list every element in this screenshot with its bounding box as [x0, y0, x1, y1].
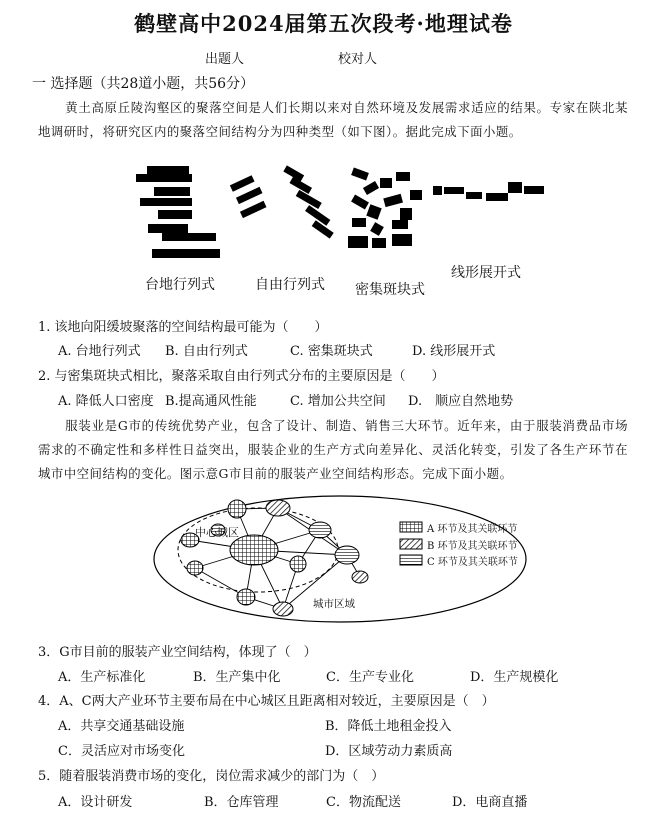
q5-option-d[interactable]: D．电商直播: [452, 795, 528, 810]
settlement-patterns-figure: [130, 160, 550, 265]
q2-option-a[interactable]: A. 降低人口密度: [58, 394, 154, 409]
caption-dense-patch: 密集斑块式: [355, 282, 425, 298]
q2-option-b[interactable]: B.提高通风性能: [165, 394, 257, 409]
legend-b: B 环节及其关联环节: [427, 541, 518, 552]
caption-free-row: 自由行列式: [255, 277, 325, 293]
question-4-stem: 4．A、C两大产业环节主要布局在中心城区且距离相对较近，主要原因是（ ）: [38, 694, 495, 709]
q3-option-b[interactable]: B．生产集中化: [193, 670, 281, 685]
q3-option-d[interactable]: D．生产规模化: [470, 670, 559, 685]
question-1-stem: 1. 该地向阳缓坡聚落的空间结构最可能为（ ）: [38, 320, 328, 335]
question-5-stem: 5．随着服装消费市场的变化，岗位需求减少的部门为（ ）: [38, 769, 385, 784]
author-label: 出题人: [205, 52, 245, 67]
q1-option-d[interactable]: D. 线形展开式: [412, 344, 496, 359]
reviewer-label: 校对人: [338, 52, 378, 67]
q4-option-c[interactable]: C．灵活应对市场变化: [58, 744, 185, 759]
q1-option-a[interactable]: A. 台地行列式: [58, 344, 141, 359]
question-3-stem: 3．G市目前的服装产业空间结构，体现了（ ）: [38, 645, 317, 660]
q1-option-c[interactable]: C. 密集斑块式: [290, 344, 373, 359]
caption-linear: 线形展开式: [451, 265, 521, 281]
legend-c: C 环节及其关联环节: [427, 557, 518, 568]
q4-option-d[interactable]: D．区域劳动力素质高: [325, 744, 453, 759]
caption-terrace: 台地行列式: [145, 277, 215, 293]
page-title: 鹤壁高中2024届第五次段考·地理试卷: [134, 11, 513, 36]
inner-city-label: 中心城区: [195, 526, 239, 539]
q5-option-c[interactable]: C．物流配送: [326, 795, 401, 810]
q5-option-b[interactable]: B．仓库管理: [204, 795, 279, 810]
q4-option-b[interactable]: B．降低土地租金投入: [325, 719, 452, 734]
q3-option-a[interactable]: A．生产标准化: [58, 670, 146, 685]
q4-option-a[interactable]: A．共享交通基础设施: [58, 719, 185, 734]
legend-a: A 环节及其关联环节: [427, 524, 518, 535]
passage-2: 服装业是G市的传统优势产业，包含了设计、制造、销售三大环节。近年来，由于服装消费品市场需求的不确定性和多样性日益突出，服装企业的生产方式向差异化、灵活化转变，引发了各生产环节在城市中空间结构的变化。图示意G市目前的服装产业空间结构形态。完成下面小题。: [38, 418, 628, 481]
question-2-stem: 2. 与密集斑块式相比，聚落采取自由行列式分布的主要原因是（ ）: [38, 369, 445, 384]
section-heading: 一 选择题（共28道小题，共56分）: [32, 76, 255, 92]
outer-city-label: 城市区域: [313, 598, 355, 610]
q2-option-d[interactable]: D. 顺应自然地势: [408, 394, 514, 409]
q3-option-c[interactable]: C．生产专业化: [326, 670, 414, 685]
passage-1: 黄土高原丘陵沟壑区的聚落空间是人们长期以来对自然环境及发展需求适应的结果。专家在陕北某地调研时，将研究区内的聚落空间结构分为四种类型（如下图）。据此完成下面小题。: [38, 100, 628, 139]
q1-option-b[interactable]: B. 自由行列式: [165, 344, 248, 359]
q2-option-c[interactable]: C. 增加公共空间: [290, 394, 386, 409]
q5-option-a[interactable]: A．设计研发: [58, 795, 133, 810]
